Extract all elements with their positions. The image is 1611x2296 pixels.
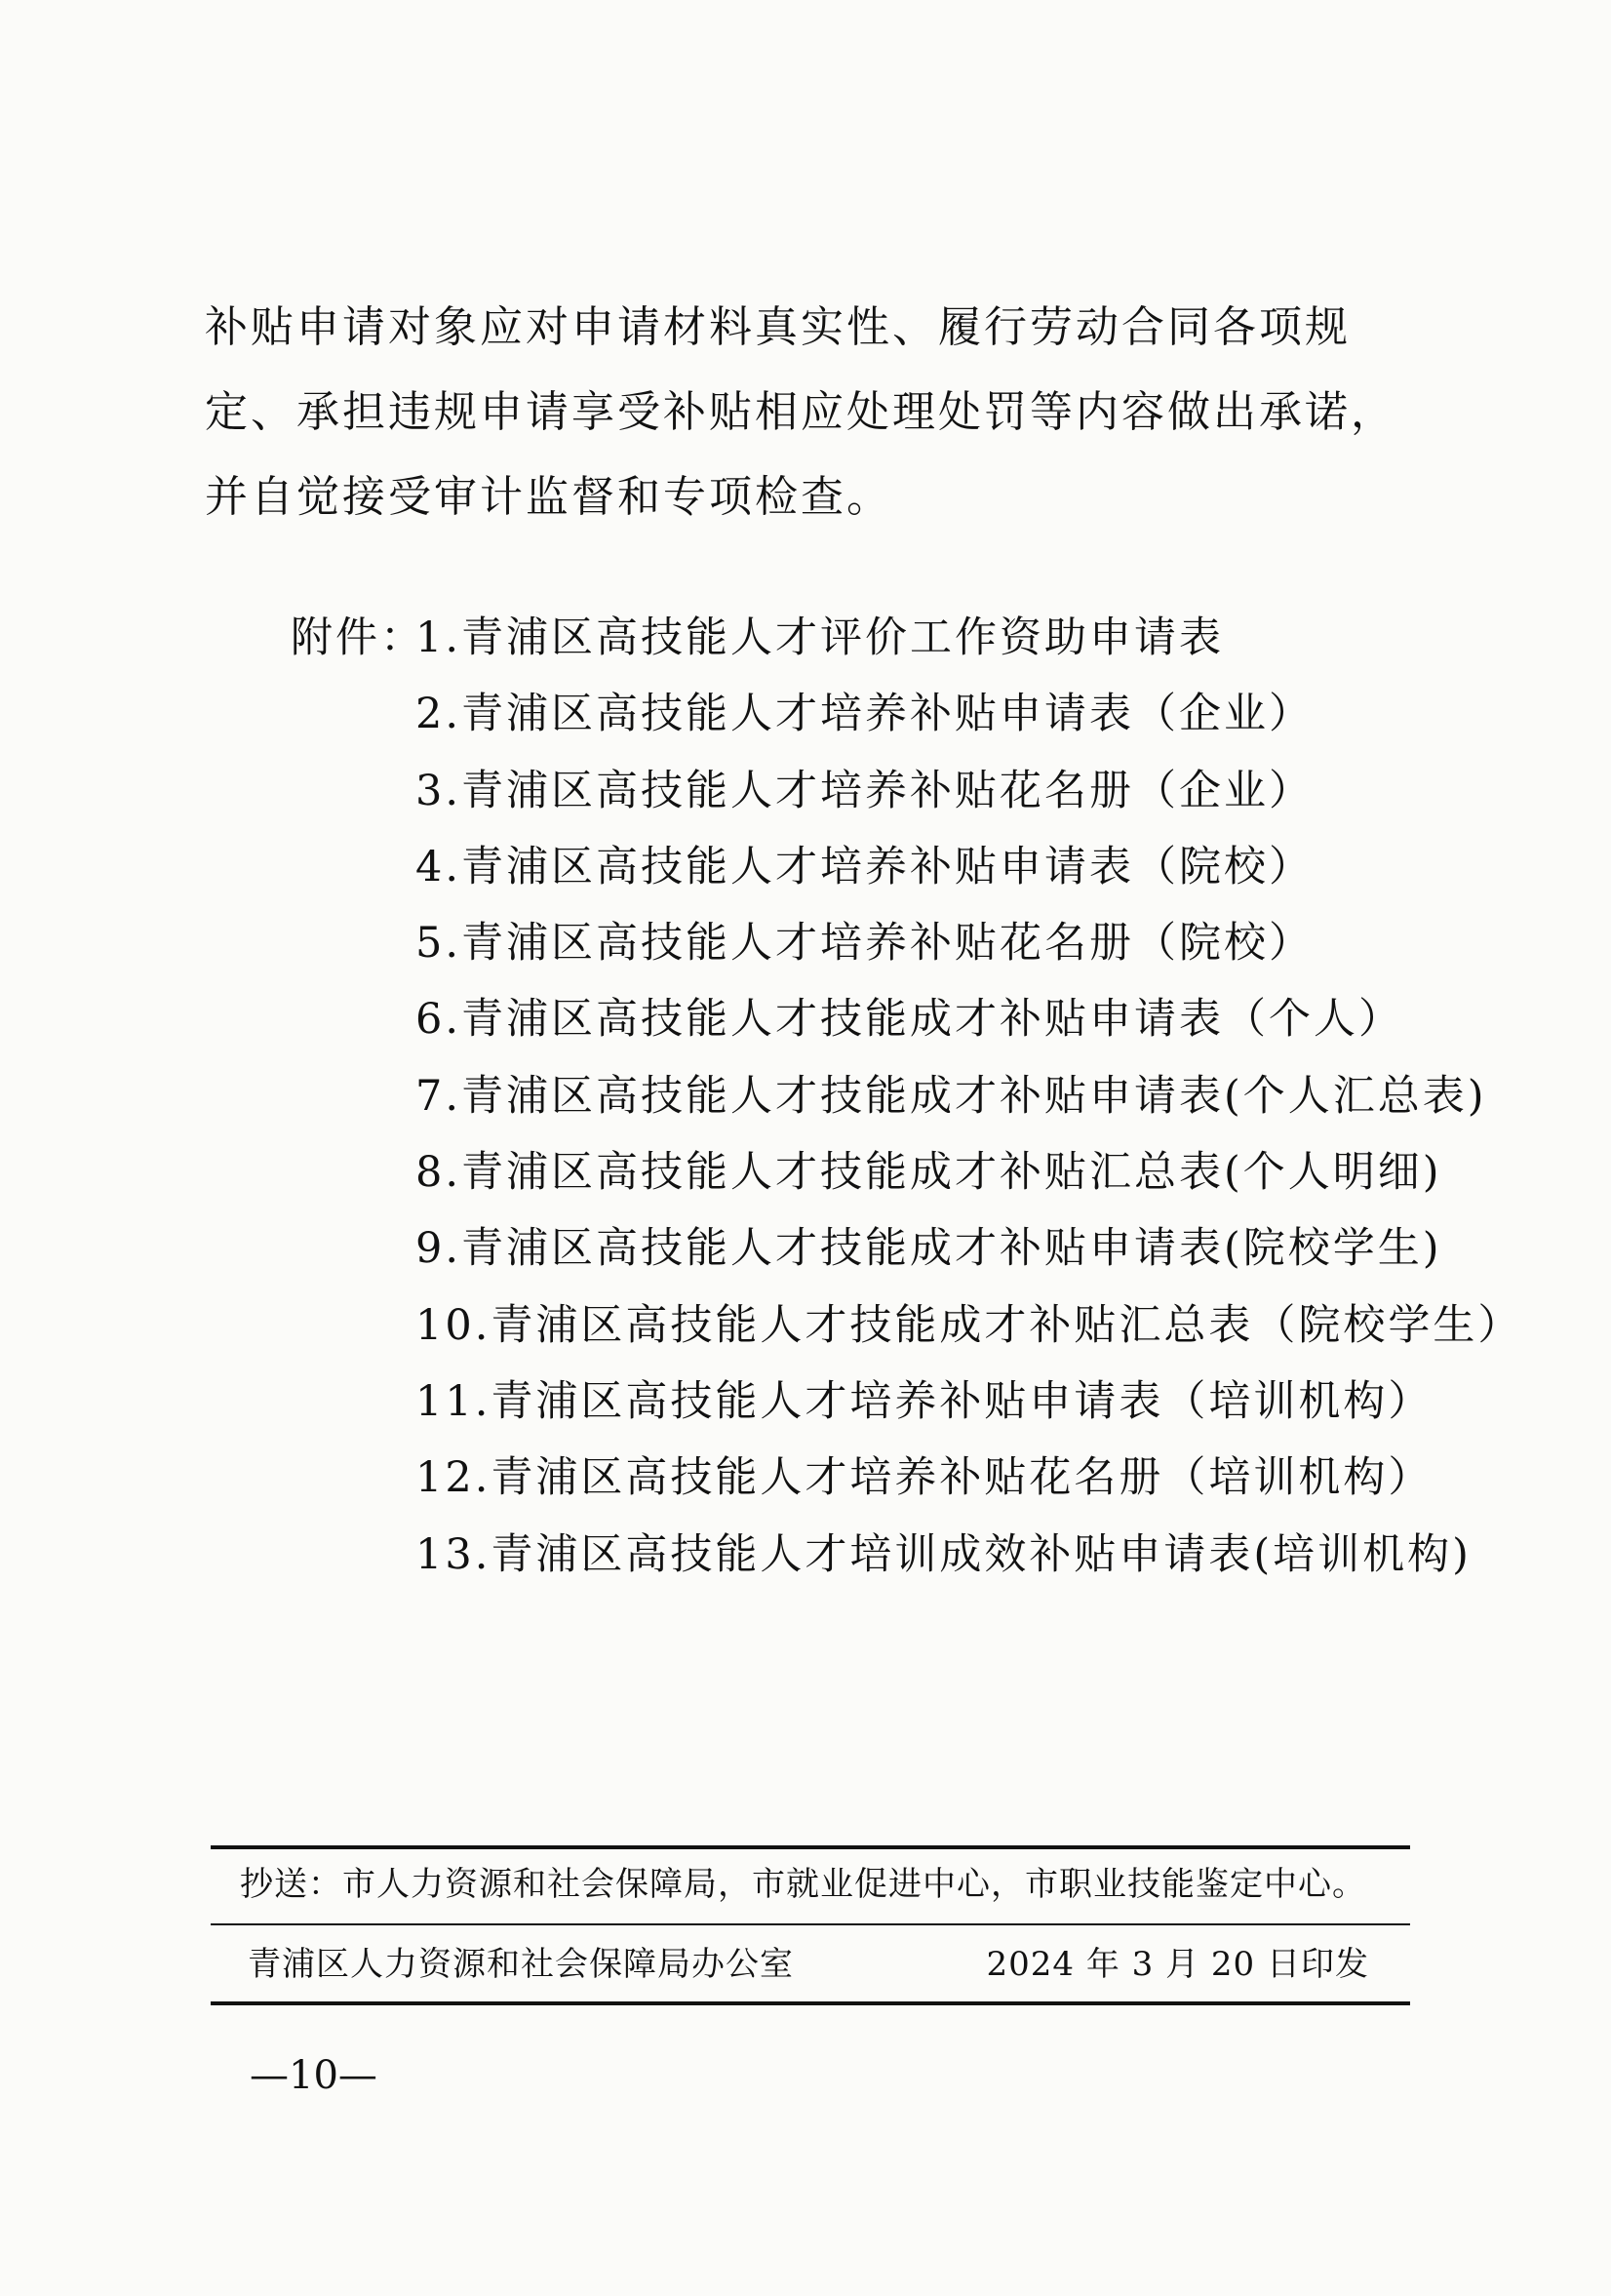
attachments-label: 附件： <box>291 614 425 662</box>
attachment-item-9: 9.青浦区高技能人才技能成才补贴申请表(院校学生) <box>415 1224 1442 1274</box>
body-paragraph: 补贴申请对象应对申请材料真实性、履行劳动合同各项规定、承担违规申请享受补贴相应处理处罚等内容做出承诺，并自觉接受审计监督和专项检查。 <box>205 302 1396 522</box>
issuing-office: 青浦区人力资源和社会保障局办公室 <box>248 1945 794 1984</box>
cc-line <box>240 1861 1366 1908</box>
attachment-item-5: 5.青浦区高技能人才培养补贴花名册（院校） <box>415 919 1315 969</box>
attachment-item-11: 11.青浦区高技能人才培养补贴申请表（培训机构） <box>415 1376 1434 1426</box>
cc-label: 抄送： <box>240 1865 342 1904</box>
attachment-item-12: 12.青浦区高技能人才培养补贴花名册（培训机构） <box>415 1453 1434 1503</box>
attachment-item-10: 10.青浦区高技能人才技能成才补贴汇总表（院校学生） <box>415 1300 1523 1350</box>
attachment-item-2: 2.青浦区高技能人才培养补贴申请表（企业） <box>415 690 1315 739</box>
page-number: —10— <box>250 2053 377 2098</box>
footer-middle-rule <box>211 1923 1410 1925</box>
attachment-item-1: 1.青浦区高技能人才评价工作资助申请表 <box>415 614 1225 662</box>
footer-top-rule <box>211 1845 1410 1849</box>
attachment-item-4: 4.青浦区高技能人才培养补贴申请表（院校） <box>415 842 1315 891</box>
footer-bottom-rule <box>211 2001 1410 2005</box>
cc-recipients: 市人力资源和社会保障局，市就业促进中心，市职业技能鉴定中心。 <box>342 1865 1366 1904</box>
attachment-item-8: 8.青浦区高技能人才技能成才补贴汇总表(个人明细) <box>415 1148 1442 1198</box>
attachment-item-13: 13.青浦区高技能人才培训成效补贴申请表(培训机构) <box>415 1529 1472 1579</box>
issue-line <box>248 1941 1369 1988</box>
issue-date: 2024 年 3 月 20 日印发 <box>986 1945 1369 1984</box>
attachment-item-3: 3.青浦区高技能人才培养补贴花名册（企业） <box>415 766 1315 815</box>
attachment-item-6: 6.青浦区高技能人才技能成才补贴申请表（个人） <box>415 995 1404 1045</box>
attachment-item-7: 7.青浦区高技能人才技能成才补贴申请表(个人汇总表) <box>415 1071 1487 1121</box>
attachments-list <box>415 609 1522 1602</box>
